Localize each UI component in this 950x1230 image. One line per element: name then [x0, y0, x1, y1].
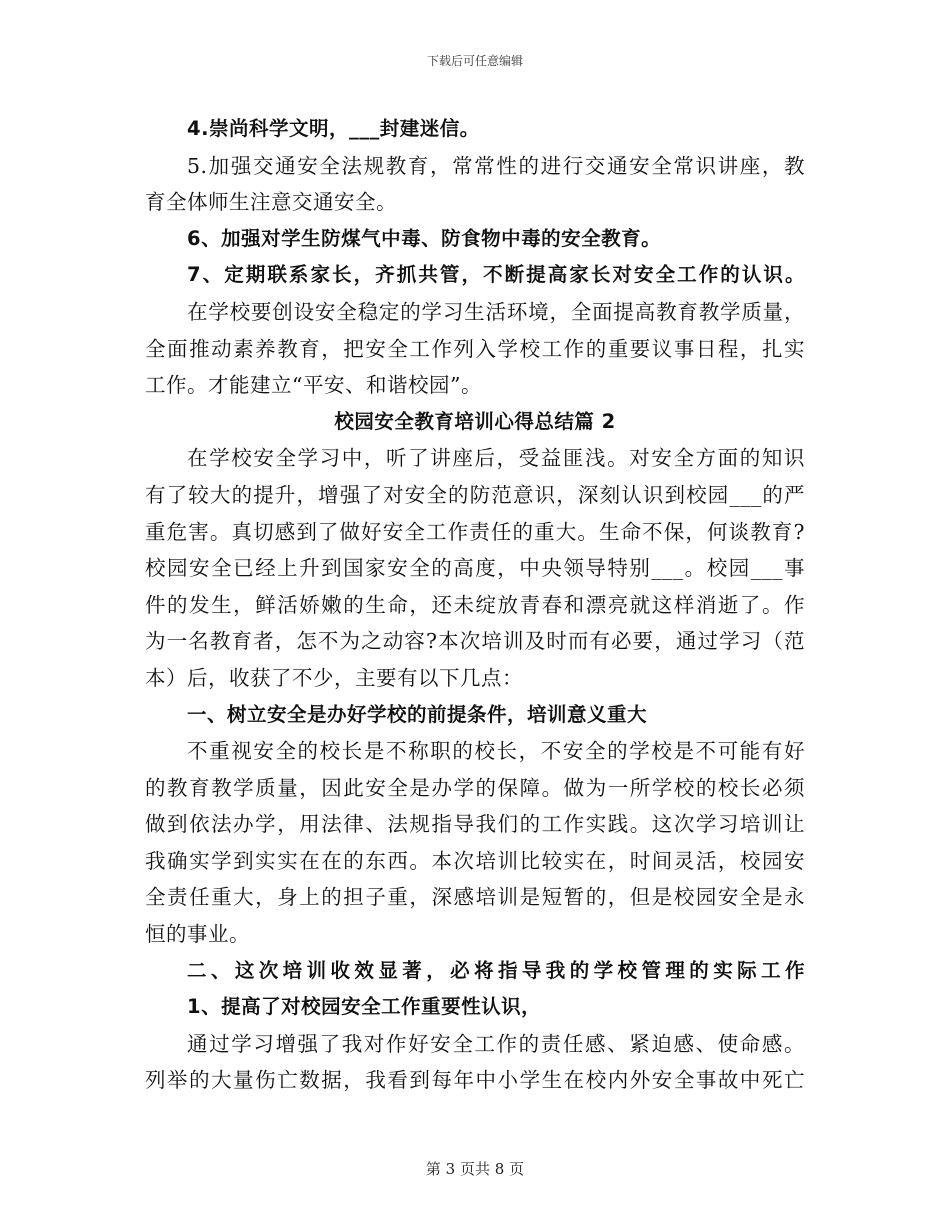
- paragraph-line: 恒的事业。: [145, 922, 250, 947]
- subheading-1: 一、树立安全是办好学校的前提条件，培训意义重大: [187, 702, 648, 726]
- subheading-2: 二、这次培训收效显著，必将指导我的学校管理的实际工作: [187, 958, 805, 982]
- paragraph-line: 在学校要创设安全稳定的学习生活环境，全面提高教育教学质量，: [187, 299, 805, 324]
- paragraph-line: 件的发生，鲜活娇嫩的生命，还未绽放青春和漂亮就这样消逝了。作: [145, 592, 805, 617]
- paragraph-line: 校园安全已经上升到国家安全的高度，中央领导特别___。校园___事: [145, 556, 805, 581]
- list-item-5-line-1: 5.加强交通安全法规教育，常常性的进行交通安全常识讲座，教: [187, 153, 805, 178]
- paragraph-line: 本）后，收获了不少，主要有以下几点：: [145, 665, 523, 690]
- paragraph-line: 在学校安全学习中，听了讲座后，受益匪浅。对安全方面的知识: [187, 446, 805, 471]
- list-item-4: 4.崇尚科学文明，___封建迷信。: [187, 117, 480, 140]
- list-item-6: 6、加强对学生防煤气中毒、防食物中毒的安全教育。: [187, 226, 662, 250]
- section-title: 校园安全教育培训心得总结篇 2: [334, 409, 616, 433]
- paragraph-line: 的教育教学质量，因此安全是办学的保障。做为一所学校的校长必须: [145, 775, 805, 800]
- paragraph-line: 重危害。真切感到了做好安全工作责任的重大。生命不保，何谈教育?: [145, 519, 805, 544]
- paragraph-line: 为一名教育者，怎不为之动容?本次培训及时而有必要，通过学习（范: [145, 629, 805, 654]
- paragraph-line: 全面推动素养教育，把安全工作列入学校工作的重要议事日程，扎实: [145, 336, 805, 361]
- list-item-7: 7、定期联系家长，齐抓共管，不断提高家长对安全工作的认识。: [187, 263, 805, 287]
- paragraph-line: 列举的大量伤亡数据，我看到每年中小学生在校内外安全事故中死亡: [145, 1068, 805, 1093]
- paragraph-line: 不重视安全的校长是不称职的校长，不安全的学校是不可能有好: [187, 739, 805, 764]
- paragraph-line: 有了较大的提升，增强了对安全的防范意识，深刻认识到校园___的严: [145, 482, 805, 507]
- subheading-2-1: 1、提高了对校园安全工作重要性认识，: [187, 995, 542, 1019]
- page-header: 下载后可任意编辑: [426, 54, 523, 68]
- page-number: 第 3 页共 8 页: [425, 1160, 525, 1178]
- list-item-5-line-2: 育全体师生注意交通安全。: [145, 190, 397, 215]
- paragraph-line: 通过学习增强了我对作好安全工作的责任感、紧迫感、使命感。: [187, 1031, 805, 1056]
- paragraph-line: 我确实学到实实在在的东西。本次培训比较实在，时间灵活，校园安: [145, 848, 805, 873]
- paragraph-line: 全责任重大，身上的担子重，深感培训是短暂的，但是校园安全是永: [145, 885, 805, 910]
- paragraph-line: 工作。才能建立“平安、和谐校园”。: [145, 373, 482, 398]
- document-body: [145, 111, 805, 1099]
- paragraph-line: 做到依法办学，用法律、法规指导我们的工作实践。这次学习培训让: [145, 812, 805, 837]
